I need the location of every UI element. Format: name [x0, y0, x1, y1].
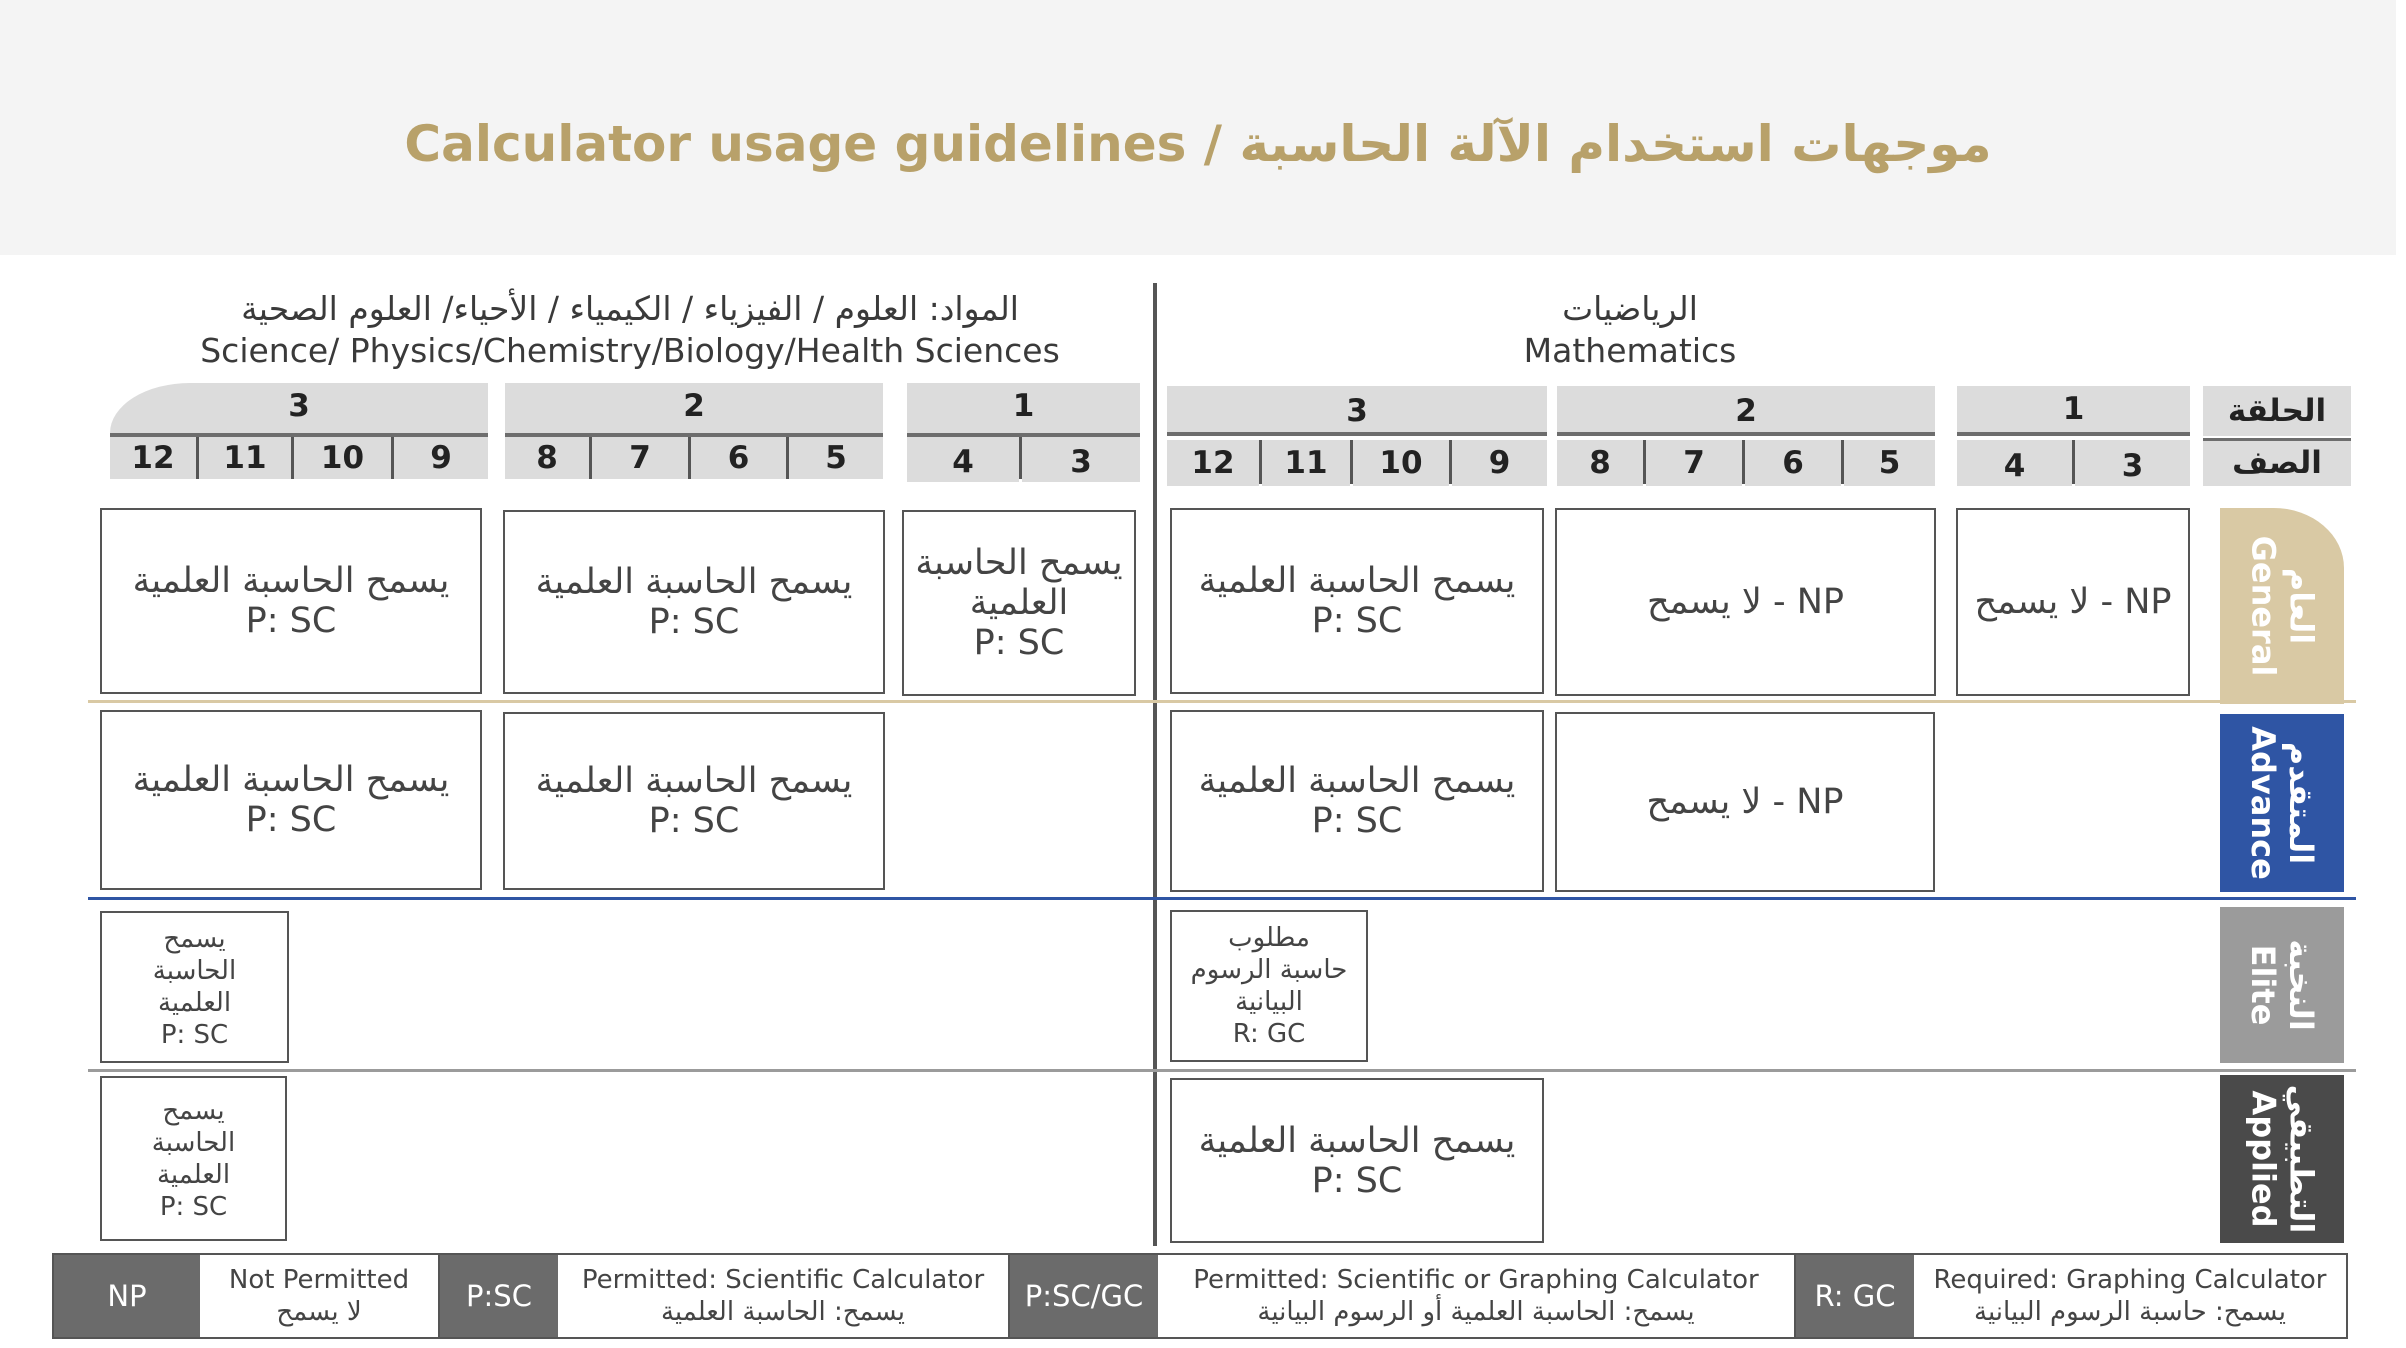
cell-ar: البيانية [1235, 987, 1303, 1017]
legend [52, 1253, 2348, 1339]
legend-ar: يسمح: حاسبة الرسوم البيانية [1974, 1297, 2286, 1327]
row-separator-elite [88, 1069, 2356, 1072]
legend-key-sc: P:SC [440, 1255, 558, 1337]
track-general [2220, 508, 2344, 704]
math-grade-12: 12 [1167, 440, 1259, 486]
science-title-en: Science/ Physics/Chemistry/Biology/Health Sciences [200, 331, 1060, 370]
science-grade-3: 3 [1022, 437, 1140, 482]
math-applied-c3-cell [1170, 1078, 1544, 1243]
math-cycle-1: 1 [1957, 386, 2190, 436]
cell-ar: يسمح الحاسبة العلمية [535, 562, 853, 602]
science-grade-5: 5 [789, 437, 883, 479]
cell-np: لا يسمح - NP [1646, 582, 1845, 622]
cell-en: P: SC [973, 623, 1065, 663]
math-general-c3-cell [1170, 508, 1544, 694]
cell-en: P: SC [648, 801, 740, 841]
legend-ar: يسمح: الحاسبة العلمية [660, 1297, 906, 1327]
legend-value-np [200, 1255, 440, 1337]
legend-en: Required: Graphing Calculator [1933, 1265, 2327, 1295]
cell-np: لا يسمح - NP [1974, 582, 2172, 622]
science-grade-10: 10 [294, 437, 391, 479]
legend-key-gc: R: GC [1796, 1255, 1914, 1337]
science-advance-c3-cell [100, 710, 482, 890]
math-title-ar: الرياضيات [1562, 289, 1698, 328]
track-elite-ar: النخبة [2281, 939, 2320, 1031]
legend-ar: يسمح: الحاسبة العلمية أو الرسوم البيانية [1257, 1297, 1695, 1327]
science-advance-c2-cell [503, 712, 885, 890]
math-grade-4: 4 [1957, 440, 2072, 486]
math-grade-3: 3 [2075, 440, 2190, 486]
track-advance-en: Advance [2244, 726, 2283, 880]
cell-en: P: SC [1311, 1160, 1403, 1201]
cell-ar: يسمح الحاسبة العلمية [132, 561, 450, 601]
legend-en: Permitted: Scientific or Graphing Calculator [1193, 1265, 1759, 1295]
cell-ar: العلمية [969, 583, 1069, 623]
math-elite-c3-cell [1170, 910, 1368, 1062]
science-general-c3-cell [100, 508, 482, 694]
cell-ar: يسمح الحاسبة العلمية [1198, 561, 1516, 601]
track-advance-ar: المتقدم [2282, 741, 2321, 865]
math-general-c2-cell [1555, 508, 1936, 696]
math-grade-11: 11 [1262, 440, 1350, 486]
cell-ar: الحاسبة [152, 956, 237, 986]
math-grade-5: 5 [1844, 440, 1935, 486]
science-general-c1-cell [902, 510, 1136, 696]
cell-ar: يسمح الحاسبة العلمية [535, 761, 853, 801]
math-title [1330, 288, 1930, 372]
cell-ar: حاسبة الرسوم [1190, 955, 1348, 985]
legend-value-gc [1914, 1255, 2346, 1337]
legend-value-scgc [1158, 1255, 1796, 1337]
science-cycle-1: 1 [907, 383, 1140, 437]
cell-en: P: SC [245, 601, 337, 641]
row-separator-advance [88, 897, 2356, 900]
science-applied-c3-cell [100, 1076, 287, 1241]
cell-en: P: SC [245, 800, 337, 840]
legend-value-sc [558, 1255, 1010, 1337]
science-grade-8: 8 [505, 437, 589, 479]
page-title: Calculator usage guidelines / موجهات استخدام الآلة الحاسبة [404, 115, 1992, 173]
science-grade-9: 9 [394, 437, 488, 479]
track-applied-en: Applied [2244, 1090, 2282, 1228]
cell-en: P: SC [1311, 601, 1403, 641]
track-advance [2220, 714, 2344, 892]
cycle-label: الحلقة [2203, 386, 2351, 436]
cell-en: R: GC [1232, 1019, 1306, 1049]
math-cycle-2: 2 [1557, 386, 1935, 436]
cell-ar: يسمح الحاسبة العلمية [1198, 1120, 1516, 1161]
cell-en: P: SC [160, 1020, 229, 1050]
cell-en: P: SC [648, 602, 740, 642]
legend-key-np: NP [54, 1255, 200, 1337]
grade-label: الصف [2203, 441, 2351, 486]
science-grade-11: 11 [199, 437, 291, 479]
track-applied-ar: التطبيقي [2282, 1084, 2320, 1234]
science-grade-12: 12 [110, 437, 196, 479]
science-grade-7: 7 [592, 437, 688, 479]
science-title-ar: المواد: العلوم / الفيزياء / الكيمياء / الأحياء/ العلوم الصحية [241, 289, 1019, 328]
math-grade-6: 6 [1745, 440, 1841, 486]
science-grade-6: 6 [691, 437, 786, 479]
legend-key-scgc: P:SC/GC [1010, 1255, 1158, 1337]
science-cycle-2: 2 [505, 383, 883, 437]
cell-en: P: SC [159, 1191, 228, 1222]
legend-en: Not Permitted [228, 1265, 410, 1295]
cell-ar: الحاسبة [151, 1127, 236, 1158]
math-advance-c2-cell [1555, 712, 1935, 892]
science-elite-c3-cell [100, 911, 289, 1063]
math-grade-10: 10 [1353, 440, 1449, 486]
track-applied [2220, 1075, 2344, 1243]
track-elite-en: Elite [2243, 944, 2282, 1026]
science-title [130, 288, 1130, 372]
cell-ar: يسمح الحاسبة العلمية [132, 760, 450, 800]
section-divider [1153, 283, 1157, 1246]
math-grade-9: 9 [1452, 440, 1547, 486]
track-general-ar: العام [2282, 567, 2321, 645]
cell-ar: مطلوب [1228, 923, 1310, 953]
math-grade-7: 7 [1646, 440, 1742, 486]
row-separator-general [88, 700, 2356, 703]
math-advance-c3-cell [1170, 710, 1544, 892]
math-cycle-3: 3 [1167, 386, 1547, 436]
track-general-en: General [2244, 535, 2283, 677]
science-cycle-3: 3 [110, 383, 488, 437]
math-title-en: Mathematics [1523, 331, 1737, 370]
cell-ar: يسمح الحاسبة العلمية [1198, 761, 1516, 801]
cell-ar: يسمح [163, 924, 226, 954]
track-elite [2220, 907, 2344, 1063]
cell-np: لا يسمح - NP [1646, 782, 1844, 822]
legend-ar: لا يسمح [276, 1297, 362, 1327]
cell-ar: العلمية [157, 988, 232, 1018]
science-general-c2-cell [503, 510, 885, 694]
math-grade-8: 8 [1557, 440, 1643, 486]
cell-ar: العلمية [156, 1159, 231, 1190]
math-general-c1-cell [1956, 508, 2190, 696]
legend-en: Permitted: Scientific Calculator [581, 1265, 985, 1295]
cell-ar: يسمح [162, 1095, 225, 1126]
cell-ar: يسمح الحاسبة [915, 543, 1123, 583]
science-grade-4: 4 [907, 437, 1019, 482]
cell-en: P: SC [1311, 801, 1403, 841]
